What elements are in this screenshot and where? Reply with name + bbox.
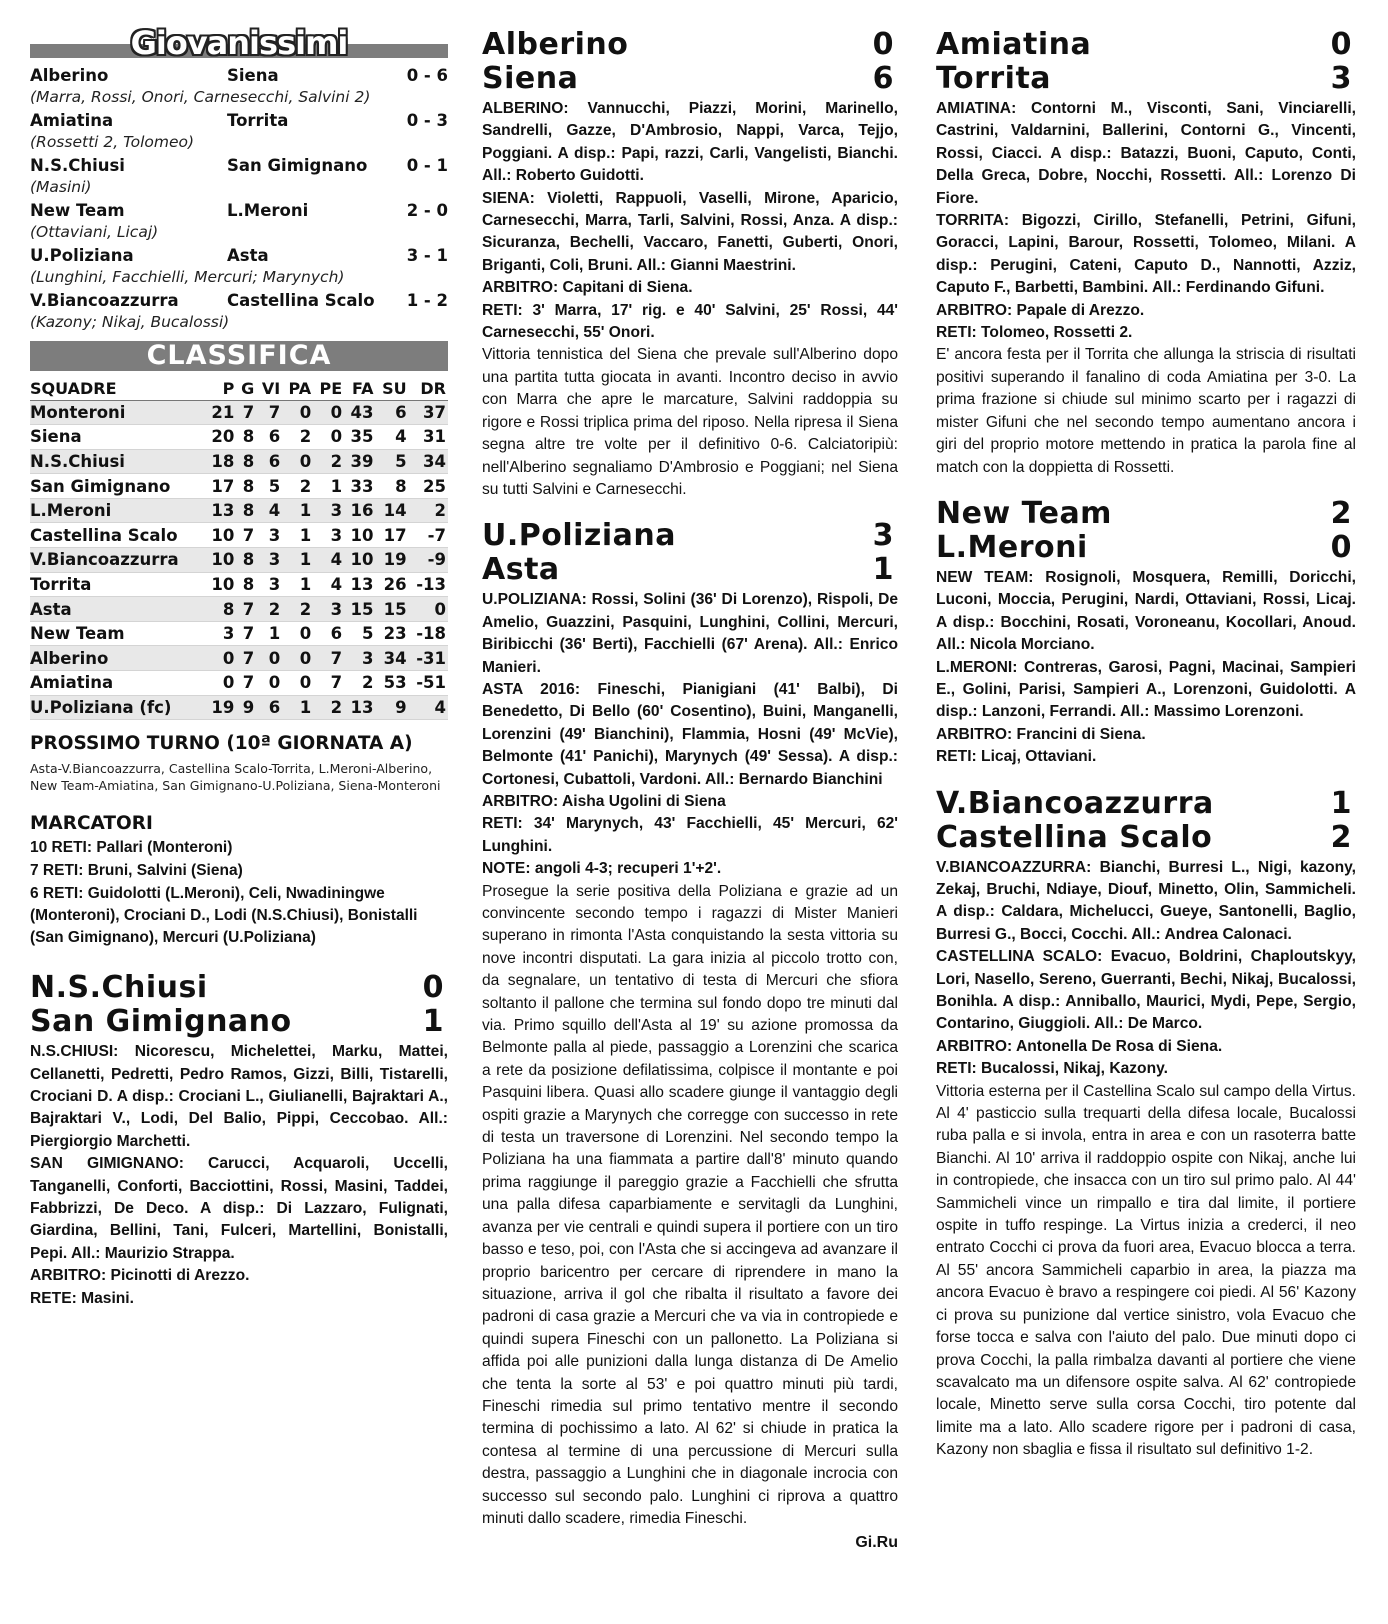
standings-header-cell: PA — [282, 377, 313, 400]
next-round-title: PROSSIMO TURNO (10ª GIORNATA A) — [30, 733, 413, 755]
section-banner — [30, 24, 448, 62]
lineup-line: SIENA: Violetti, Rappuoli, Vaselli, Mirone, Aparicio, Carnesecchi, Marra, Tarli, Salvini, Rossi, Anza. A disp.: Sicuranza, Bechelli, Vaccaro, Fanetti, Guberti, Onori, Briganti, Coli, Bruni. All.: Gianni Maestrini. — [482, 189, 898, 274]
standings-cell: 5 — [344, 621, 375, 646]
match-home-goals: 0 — [872, 27, 894, 62]
next-round-fixtures: Asta-V.Biancoazzurra, Castellina Scalo-Torrita, L.Meroni-Alberino, New Team-Amiatina, San Gimignano-U.Poliziana, Siena-Monteroni — [30, 761, 441, 794]
match-block — [482, 519, 898, 1552]
standings-team-name: Monteroni — [30, 400, 205, 425]
match-away-goals: 1 — [872, 552, 894, 588]
match-lineups — [482, 589, 898, 880]
standings-cell: 17 — [205, 474, 236, 499]
standings-row — [30, 400, 448, 425]
match-away-header — [30, 1005, 448, 1039]
standings-cell: -18 — [409, 621, 448, 646]
standings-cell: 34 — [409, 449, 448, 474]
result-scorers: (Ottaviani, Licaj) — [30, 223, 159, 241]
match-home-header — [482, 519, 898, 553]
match-away-team: L.Meroni — [936, 529, 1088, 565]
lineup-line: RETE: Masini. — [30, 1289, 134, 1307]
match-away-goals: 3 — [1330, 61, 1352, 96]
match-block — [30, 971, 448, 1310]
result-scorers: (Rossetti 2, Tolomeo) — [30, 133, 195, 151]
standings-cell: 53 — [375, 671, 408, 696]
standings-cell: 3 — [205, 621, 236, 646]
match-away-goals: 1 — [422, 1004, 444, 1040]
standings-cell: 4 — [409, 695, 448, 720]
result-away-team: San Gimignano — [227, 156, 368, 175]
standings-cell: 37 — [409, 400, 448, 425]
standings-row — [30, 646, 448, 671]
standings-cell: 8 — [236, 449, 256, 474]
lineup-line: N.S.CHIUSI: Nicorescu, Michelettei, Marku, Mattei, Cellanetti, Pedretti, Pedro Ramos, Gizzi, Billi, Tistarelli, Crociani D. A disp.: Crociani L., Giulianelli, Bajraktari A., Bajraktari V., Lodi, Del Balio, Pippi, Ceccobao. All.: Piergiorgio Marchetti. — [30, 1043, 448, 1150]
standings-cell: 8 — [236, 572, 256, 597]
standings-cell: 10 — [205, 572, 236, 597]
standings-cell: 0 — [282, 621, 313, 646]
standings-team-name: San Gimignano — [30, 474, 205, 499]
match-home-goals: 0 — [422, 970, 444, 1006]
standings-banner — [30, 341, 448, 371]
standings-header-cell: SU — [375, 377, 408, 400]
lineup-line: ARBITRO: Aisha Ugolini di Siena — [482, 792, 726, 810]
match-away-team: Asta — [482, 552, 560, 588]
lineup-line: RETI: Licaj, Ottaviani. — [936, 748, 1097, 766]
standings-cell: 31 — [409, 425, 448, 450]
match-away-header — [936, 821, 1356, 855]
match-home-header — [482, 28, 898, 62]
match-report-amiatina-torrita — [936, 28, 1356, 479]
scorers-list — [30, 837, 448, 949]
left-column — [30, 24, 448, 1328]
result-row — [30, 109, 448, 132]
standings-header-cell: G — [236, 377, 256, 400]
result-row — [30, 64, 448, 87]
standings-header-cell: DR — [409, 377, 448, 400]
lineup-line: RETI: 34' Marynych, 43' Facchielli, 45' Mercuri, 62' Lunghini. — [482, 815, 898, 855]
lineup-line: RETI: 3' Marra, 17' rig. e 40' Salvini, 25' Rossi, 44' Carnesecchi, 55' Onori. — [482, 301, 898, 342]
match-away-team: Castellina Scalo — [936, 819, 1213, 855]
result-scorers: (Lunghini, Facchielli, Mercuri; Marynych) — [30, 268, 345, 286]
match-away-goals: 6 — [872, 61, 894, 96]
standings-cell: 8 — [236, 425, 256, 450]
match-home-header — [30, 971, 448, 1005]
standings-cell: 7 — [313, 671, 344, 696]
standings-cell: 2 — [344, 671, 375, 696]
lineup-line: RETI: Tolomeo, Rossetti 2. — [936, 324, 1133, 342]
standings-body — [30, 400, 448, 720]
lineup-line: RETI: Bucalossi, Nikaj, Kazony. — [936, 1060, 1168, 1078]
standings-team-name: Torrita — [30, 572, 205, 597]
standings-team-name: Castellina Scalo — [30, 523, 205, 548]
standings-cell: 35 — [344, 425, 375, 450]
standings-cell: 1 — [282, 695, 313, 720]
result-home-team: Alberino — [30, 66, 109, 85]
standings-cell: 7 — [236, 523, 256, 548]
standings-cell: 6 — [256, 695, 282, 720]
result-scorers: (Marra, Rossi, Onori, Carnesecchi, Salvini 2) — [30, 88, 371, 106]
result-score: 0 - 1 — [406, 156, 448, 175]
standings-cell: 1 — [282, 523, 313, 548]
standings-cell: 6 — [313, 621, 344, 646]
standings-cell: 39 — [344, 449, 375, 474]
standings-cell: 10 — [344, 523, 375, 548]
lineup-line: TORRITA: Bigozzi, Cirillo, Stefanelli, Petrini, Gifuni, Goracci, Lapini, Barour, Rossetti, Tolomeo, Milani. A disp.: Perugini, Cateni, Caputo D., Nannotti, Azziz, Caputo F., Barbetti, Bambini. All.: Ferdinando Gifuni. — [936, 212, 1356, 297]
standings-cell: 3 — [313, 597, 344, 622]
standings-cell: 2 — [282, 425, 313, 450]
match-home-goals: 0 — [1330, 27, 1352, 62]
standings-team-name: L.Meroni — [30, 498, 205, 523]
standings-cell: 0 — [282, 449, 313, 474]
match-report-text: Vittoria tennistica del Siena che prevale sull'Alberino dopo una partita tutta giocata in avanti. Incontro deciso in avvio con Marra che apre le marcature, Salvini raddoppia su rigore e Rossi triplica prima del riposo. Nella ripresa il Siena segna altre tre volte per il definitivo 0-6. Calciatoripiù: nell'Alberino segnaliamo D'Ambrosio e Poggiani; nel Siena su tutti Salvini e Carnesecchi. — [482, 346, 898, 498]
match-block — [936, 787, 1356, 1462]
standings-cell: 8 — [236, 548, 256, 573]
standings-cell: 0 — [313, 425, 344, 450]
result-score: 1 - 2 — [406, 291, 448, 310]
section-title: Giovanissimi — [130, 24, 348, 62]
standings-row — [30, 449, 448, 474]
lineup-line: ARBITRO: Francini di Siena. — [936, 725, 1146, 743]
standings-cell: 0 — [313, 400, 344, 425]
standings-cell: 8 — [205, 597, 236, 622]
standings-cell: 8 — [236, 474, 256, 499]
standings-cell: 1 — [313, 474, 344, 499]
standings-cell: 19 — [375, 548, 408, 573]
standings-row — [30, 498, 448, 523]
standings-cell: 2 — [313, 449, 344, 474]
result-away-team: Castellina Scalo — [227, 291, 375, 310]
standings-cell: 9 — [375, 695, 408, 720]
match-lineups — [936, 857, 1356, 1081]
standings-row — [30, 695, 448, 720]
lineup-line: ARBITRO: Picinotti di Arezzo. — [30, 1267, 250, 1285]
result-home-team: New Team — [30, 201, 125, 220]
match-report-newteam-meroni — [936, 497, 1356, 769]
lineup-line: SAN GIMIGNANO: Carucci, Acquaroli, Uccelli, Tanganelli, Conforti, Bacciottini, Rossi, Masini, Taddei, Fabbrizzi, De Deco. A disp.: Di Lazzaro, Fulignati, Giardina, Bellini, Tani, Fulceri, Martellini, Bonistalli, Pepi. All.: Maurizio Strappa. — [30, 1155, 448, 1262]
results-list — [30, 64, 448, 333]
lineup-line: ARBITRO: Papale di Arezzo. — [936, 301, 1145, 319]
result-away-team: L.Meroni — [227, 201, 309, 220]
result-home-team: V.Biancoazzurra — [30, 291, 179, 310]
standings-cell: 0 — [409, 597, 448, 622]
match-lineups — [30, 1041, 448, 1310]
standings-cell: 2 — [282, 474, 313, 499]
result-home-team: Amiatina — [30, 111, 114, 130]
standings-cell: 8 — [236, 498, 256, 523]
standings-header-cell: SQUADRE — [30, 377, 205, 400]
standings-row — [30, 548, 448, 573]
standings-cell: 17 — [375, 523, 408, 548]
standings-cell: -13 — [409, 572, 448, 597]
match-away-team: Torrita — [936, 61, 1052, 96]
standings-cell: 16 — [344, 498, 375, 523]
result-score: 2 - 0 — [406, 201, 448, 220]
middle-column — [482, 28, 898, 1570]
standings-cell: -7 — [409, 523, 448, 548]
match-home-team: V.Biancoazzurra — [936, 785, 1214, 821]
standings-cell: 0 — [205, 646, 236, 671]
standings-row — [30, 597, 448, 622]
match-away-goals: 2 — [1330, 819, 1352, 855]
standings-cell: 25 — [409, 474, 448, 499]
result-score: 0 - 3 — [406, 111, 448, 130]
match-home-goals: 1 — [1330, 785, 1352, 821]
standings-team-name: Siena — [30, 425, 205, 450]
standings-cell: 2 — [282, 597, 313, 622]
lineup-line: U.POLIZIANA: Rossi, Solini (36' Di Lorenzo), Rispoli, De Amelio, Guazzini, Pasquini, Lunghini, Collini, Mercuri, Biribicchi (36' Berti), Facchielli (67' Arena). All.: Enrico Manieri. — [482, 591, 898, 676]
standings-cell: 6 — [256, 449, 282, 474]
standings-cell: 23 — [375, 621, 408, 646]
result-home-team: U.Poliziana — [30, 246, 134, 265]
lineup-line: CASTELLINA SCALO: Evacuo, Boldrini, Chaploutskyy, Lori, Nasello, Sereno, Guerranti, Bechi, Nikaj, Bucalossi, Bonihla. A disp.: Anniballo, Maurici, Mydi, Pepe, Sergio, Contarino, Giuggioli. All.: De Marco. — [936, 948, 1356, 1033]
result-row — [30, 199, 448, 222]
scorers-line: 7 RETI: Bruni, Salvini (Siena) — [30, 862, 243, 880]
standings-cell: 19 — [205, 695, 236, 720]
standings-cell: 18 — [205, 449, 236, 474]
scorers-line: 6 RETI: Guidolotti (L.Meroni), Celi, Nwadiningwe (Monteroni), Crociani D., Lodi (N.S.Chiusi), Bonistalli (San Gimignano), Mercuri (U.Poliziana) — [30, 885, 418, 947]
match-report-text: Vittoria esterna per il Castellina Scalo sul campo della Virtus. Al 4' pasticcio sulla trequarti della difesa locale, Bucalossi ruba palla e si invola, entra in area e con un rasoterra batte Bianchi. Al 10' arriva il raddoppio ospite con Nikaj, anche lui in contropiede, che insacca con un tiro sul primo palo. Al 44' Sammicheli vince un rimpallo e tira dal limite, il portiere ospite in tuffo respinge. La Virtus inizia a crederci, il neo entrato Cocchi ci prova da fuori area, Evacuo blocca a terra. Al 55' ancora Sammicheli caparbio in area, la piazza ma ancora Evacuo è bravo a respingere coi piedi. Al 56' Kazony ci prova su punizione dal vertice sinistro, vola Evacuo che forse tocca e salva con l'aiuto del palo. Due minuti dopo ci prova Cocchi, la palla rimbalza davanti al portiere che viene scavalcato ma un difensore ospite salva. Al 62' contropiede locale, Minetto serve sulla corsa Cocchi, tiro potente dal limite ma a lato. Allo scadere rigore per i padroni di casa, Kazony non sbaglia e fissa il risultato sul definitivo 1-2. — [936, 1082, 1356, 1459]
scorers-line: 10 RETI: Pallari (Monteroni) — [30, 839, 233, 857]
result-score: 3 - 1 — [406, 246, 448, 265]
standings-header-cell: VI — [256, 377, 282, 400]
standings-cell: 7 — [256, 400, 282, 425]
standings-cell: 3 — [256, 548, 282, 573]
result-away-team: Siena — [227, 66, 279, 85]
match-lineups — [482, 98, 898, 344]
standings-cell: 13 — [344, 572, 375, 597]
result-scorers: (Masini) — [30, 178, 92, 196]
standings-cell: 2 — [409, 498, 448, 523]
standings-row — [30, 621, 448, 646]
match-home-team: Amiatina — [936, 27, 1092, 62]
standings-cell: 3 — [256, 523, 282, 548]
match-report-poliziana-asta — [482, 519, 898, 1552]
result-row — [30, 244, 448, 267]
standings-cell: 0 — [256, 646, 282, 671]
match-block — [936, 28, 1356, 479]
standings-cell: 0 — [205, 671, 236, 696]
match-home-header — [936, 28, 1356, 62]
lineup-line: NEW TEAM: Rosignoli, Mosquera, Remilli, Doricchi, Luconi, Moccia, Perugini, Nardi, Ottaviani, Rossi, Licaj. A disp.: Bocchini, Rosati, Voroneanu, Kocollari, Anoud. All.: Nicola Morciano. — [936, 568, 1356, 654]
standings-cell: 7 — [236, 621, 256, 646]
standings-row — [30, 474, 448, 499]
right-column — [936, 28, 1356, 1480]
author-signature: Gi.Ru — [855, 1534, 898, 1552]
standings-cell: 26 — [375, 572, 408, 597]
standings-cell: 4 — [313, 572, 344, 597]
standings-cell: 7 — [313, 646, 344, 671]
standings-cell: 14 — [375, 498, 408, 523]
match-block — [936, 497, 1356, 769]
match-away-goals: 0 — [1330, 529, 1352, 565]
standings-cell: 15 — [375, 597, 408, 622]
match-report-alberino-siena — [482, 28, 898, 501]
standings-team-name: Alberino — [30, 646, 205, 671]
result-row — [30, 154, 448, 177]
standings-cell: 7 — [236, 597, 256, 622]
standings-team-name: U.Poliziana (fc) — [30, 695, 205, 720]
standings-cell: 7 — [236, 646, 256, 671]
standings-team-name: Amiatina — [30, 671, 205, 696]
standings-cell: 1 — [256, 621, 282, 646]
standings-cell: 3 — [256, 572, 282, 597]
standings-cell: 0 — [282, 646, 313, 671]
standings-cell: 10 — [205, 548, 236, 573]
standings-title: CLASSIFICA — [146, 340, 332, 371]
lineup-line: ARBITRO: Antonella De Rosa di Siena. — [936, 1037, 1223, 1055]
match-lineups — [936, 567, 1356, 769]
standings-cell: 34 — [375, 646, 408, 671]
standings-team-name: New Team — [30, 621, 205, 646]
match-away-header — [936, 62, 1356, 96]
standings-cell: 3 — [313, 523, 344, 548]
standings-cell: 6 — [256, 425, 282, 450]
match-report-text: Prosegue la serie positiva della Poliziana e grazie ad un convincente secondo tempo i ragazzi di Mister Manieri superano in rimonta l'Asta conquistando la sesta vittoria su nove incontri disputati. La gara inizia al piccolo trotto con, da segnalare, un tentativo di testa di Mercuri che sfiora soltanto il pallone che termina sul fondo dopo tre minuti dal via. Primo squillo dell'Asta al 19' su azione promossa da Belmonte palla al piede, passaggio a Lorenzini che scarica a rete da posizione defilatissima, colpisce il montante e poi Pasquini libera. Quasi allo scadere giunge il vantaggio degli ospiti grazie a Marynych che corregge con successo in rete di testa un traversone di Lorenzini. Nel secondo tempo la Poliziana ha una fiammata a partire dall'8' minuto quando prima raggiunge il pareggio grazie a Facchielli che sfrutta una palla difesa caparbiamente e servitagli da Lunghini, avanza per vie centrali e quindi supera il portiere con un tiro basso e teso, poi, con l'Asta che si accingeva ad avanzare il proprio baricentro per cercare di riprendere in mano la situazione, arriva il gol che ribalta il risultato a favore dei padroni di casa grazie a Mercuri che va via in contropiede e quindi supera Fineschi con un pallonetto. La Poliziana si affida poi alle punizioni dalla lunga distanza di De Amelio che tenta la sorte al 53' e poi quattro minuti più tardi, Fineschi rimedia sul primo tentativo mentre il secondo termina di pochissimo a lato. Al 62' si chiude in pratica la contesa al termine di una percussione di Mercuri sulla destra, passaggio a Lunghini che in diagonale incrocia con successo sul secondo palo. Lunghini ci riprova a quattro minuti dallo scadere, rimedia Fineschi. — [482, 882, 898, 1527]
match-report-chiusi-sangimignano — [30, 971, 448, 1310]
standings-header-row — [30, 377, 448, 400]
standings-cell: 4 — [256, 498, 282, 523]
standings-cell: 1 — [282, 548, 313, 573]
standings-cell: 0 — [256, 671, 282, 696]
standings-cell: 4 — [313, 548, 344, 573]
standings-team-name: V.Biancoazzurra — [30, 548, 205, 573]
standings-cell: 6 — [375, 400, 408, 425]
standings-cell: -51 — [409, 671, 448, 696]
match-home-header — [936, 787, 1356, 821]
standings-cell: 13 — [205, 498, 236, 523]
standings-row — [30, 425, 448, 450]
standings-row — [30, 523, 448, 548]
match-lineups — [936, 98, 1356, 344]
standings-row — [30, 572, 448, 597]
result-away-team: Torrita — [227, 111, 289, 130]
match-home-goals: 3 — [872, 518, 894, 554]
result-row — [30, 289, 448, 312]
result-away-team: Asta — [227, 246, 269, 265]
standings-cell: 10 — [205, 523, 236, 548]
standings-cell: 1 — [282, 572, 313, 597]
standings-cell: 2 — [256, 597, 282, 622]
match-away-header — [482, 553, 898, 587]
standings-cell: 2 — [313, 695, 344, 720]
standings-cell: 13 — [344, 695, 375, 720]
standings-table — [30, 377, 448, 720]
match-home-team: N.S.Chiusi — [30, 970, 208, 1006]
standings-cell: 21 — [205, 400, 236, 425]
lineup-line: ALBERINO: Vannucchi, Piazzi, Morini, Marinello, Sandrelli, Gazze, D'Ambrosio, Nappi, Varca, Tejjo, Poggiani. A disp.: Papi, razzi, Carli, Vangelisti, Bianchi. All.: Roberto Guidotti. — [482, 100, 898, 185]
standings-cell: 8 — [375, 474, 408, 499]
standings-cell: -9 — [409, 548, 448, 573]
match-away-team: San Gimignano — [30, 1004, 292, 1040]
match-home-team: New Team — [936, 495, 1112, 531]
match-away-team: Siena — [482, 61, 579, 96]
match-away-header — [482, 62, 898, 96]
standings-cell: 3 — [344, 646, 375, 671]
standings-cell: 4 — [375, 425, 408, 450]
match-home-header — [936, 497, 1356, 531]
lineup-line: ASTA 2016: Fineschi, Pianigiani (41' Balbi), Di Benedetto, Di Bello (60' Cosentino), Buini, Manganelli, Lorenzini (49' Bianchini), Flammia, Hosni (49' McVie), Belmonte (41' Panichi), Marynych (49' Sessa). A disp.: Cortonesi, Cubattoli, Vardoni. All.: Bernardo Bianchini — [482, 680, 898, 788]
standings-cell: 9 — [236, 695, 256, 720]
standings-cell: 0 — [282, 671, 313, 696]
standings-cell: 0 — [282, 400, 313, 425]
lineup-line: NOTE: angoli 4-3; recuperi 1'+2'. — [482, 860, 722, 878]
match-away-header — [936, 531, 1356, 565]
standings-cell: 1 — [282, 498, 313, 523]
lineup-line: L.MERONI: Contreras, Garosi, Pagni, Macinai, Sampieri E., Golini, Parisi, Sampieri A., Lorenzoni, Guidolotti. A disp.: Lanzoni, Ferrandi. All.: Massimo Lorenzoni. — [936, 658, 1356, 721]
result-home-team: N.S.Chiusi — [30, 156, 125, 175]
standings-cell: -31 — [409, 646, 448, 671]
standings-cell: 5 — [256, 474, 282, 499]
standings-cell: 7 — [236, 400, 256, 425]
match-home-team: Alberino — [482, 27, 629, 62]
match-report-biancoazzurra-castellina — [936, 787, 1356, 1462]
scorers-title: MARCATORI — [30, 813, 153, 835]
standings-cell: 5 — [375, 449, 408, 474]
result-score: 0 - 6 — [406, 66, 448, 85]
standings-header-cell: PE — [313, 377, 344, 400]
match-report-text: E' ancora festa per il Torrita che allunga la striscia di risultati positivi superando il fanalino di coda Amiatina per 3-0. La prima frazione si chiude sul minimo scarto per i ragazzi di mister Gifuni che nel secondo tempo aumentano ancora i giri del proprio motore mettendo in pratica la parola fine al match con la doppietta di Rossetti. — [936, 346, 1356, 476]
standings-header-cell: FA — [344, 377, 375, 400]
standings-row — [30, 671, 448, 696]
lineup-line: ARBITRO: Capitani di Siena. — [482, 279, 693, 297]
lineup-line: AMIATINA: Contorni M., Visconti, Sani, Vinciarelli, Castrini, Valdarnini, Ballerini, Contorni G., Vincenti, Rossi, Ciacci. A disp.: Batazzi, Buoni, Caputo, Conti, Della Greca, Dobre, Nocchi, Rossetti. All.: Lorenzo Di Fiore. — [936, 100, 1356, 207]
standings-cell: 43 — [344, 400, 375, 425]
standings-header-cell: P — [205, 377, 236, 400]
match-home-team: U.Poliziana — [482, 518, 677, 554]
standings-team-name: Asta — [30, 597, 205, 622]
standings-cell: 7 — [236, 671, 256, 696]
standings-cell: 15 — [344, 597, 375, 622]
standings-cell: 3 — [313, 498, 344, 523]
result-scorers: (Kazony; Nikaj, Bucalossi) — [30, 313, 230, 331]
match-block — [482, 28, 898, 501]
standings-team-name: N.S.Chiusi — [30, 449, 205, 474]
standings-cell: 33 — [344, 474, 375, 499]
match-home-goals: 2 — [1330, 495, 1352, 531]
standings-cell: 20 — [205, 425, 236, 450]
standings-cell: 10 — [344, 548, 375, 573]
lineup-line: V.BIANCOAZZURRA: Bianchi, Burresi L., Nigi, kazony, Zekaj, Bruchi, Ndiaye, Diouf, Minetto, Olin, Sammicheli. A disp.: Caldara, Michelucci, Gueye, Santonelli, Baglio, Burresi G., Bocci, Cocchi. All.: Andrea Calonaci. — [936, 858, 1356, 943]
